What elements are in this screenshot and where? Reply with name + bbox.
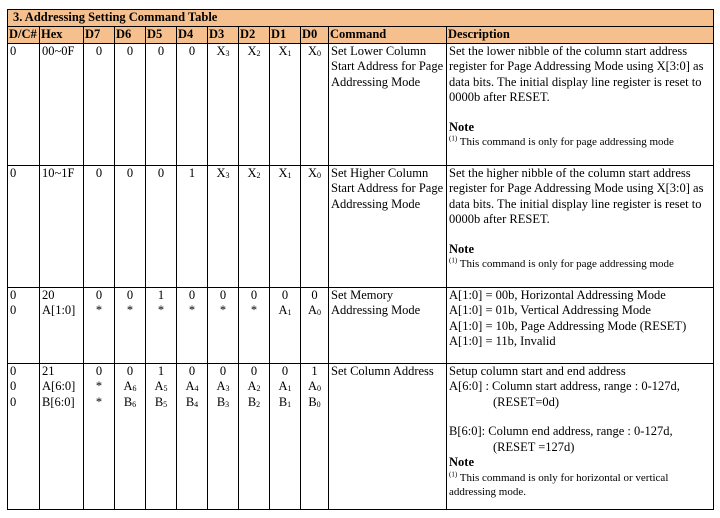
note-title: Note: [449, 455, 474, 469]
description-cell: [447, 43, 714, 165]
bit-cell: $X_3$: [208, 165, 239, 287]
description-cell: [447, 363, 714, 509]
bit-cell: $X_2$: [239, 43, 270, 165]
bit-cell: 0: [84, 43, 115, 165]
header-description: Description: [447, 27, 714, 44]
bit-cell: 1 $A_0$ $B_0$: [301, 363, 329, 509]
bit-cell: 0 $A_2$ $B_2$: [239, 363, 270, 509]
description-text: Set the lower nibble of the column start address register for Page Addressing Mode using X[3:0] as data bits. The initial display line register is reset to 0000b after RESET.: [449, 43, 704, 104]
bit-cell: 1 *: [146, 287, 177, 363]
description-cell: [447, 287, 714, 363]
header-hex: Hex: [40, 27, 84, 44]
table-row: [8, 43, 714, 165]
bit-cell: 0 *: [84, 287, 115, 363]
bit-cell: 0 $A_3$ $B_3$: [208, 363, 239, 509]
bit-cell: 0 *: [208, 287, 239, 363]
bit-cell: 0 $A_1$ $B_1$: [270, 363, 301, 509]
bit-cell: 0: [146, 165, 177, 287]
bit-cell: 0: [84, 165, 115, 287]
bit-cell: $X_0$: [301, 165, 329, 287]
note-title: Note: [449, 241, 474, 256]
description-cell: [447, 165, 714, 287]
description-line: (RESET =127d): [493, 439, 575, 454]
bit-cell: 0 $A_6$ $B_6$: [115, 363, 146, 509]
description-line: A[1:0] = 00b, Horizontal Addressing Mode: [449, 287, 666, 302]
bit-cell: 0 $A_1$: [270, 287, 301, 363]
bit-cell: $X_1$: [270, 165, 301, 287]
bit-cell: 0: [115, 165, 146, 287]
dc-cell: 0 0 0: [8, 363, 40, 509]
bit-cell: $X_3$: [208, 43, 239, 165]
hex-cell: 10~1F: [40, 165, 84, 287]
bit-cell: 1: [177, 165, 208, 287]
description-line: B[6:0]: Column end address, range : 0-127d,: [449, 424, 673, 438]
command-cell: Set Memory Addressing Mode: [329, 287, 447, 363]
header-d7: D7: [84, 27, 115, 44]
note-text: $^{(1)}$ This command is only for page addressing mode: [449, 134, 674, 148]
header-d2: D2: [239, 27, 270, 44]
header-command: Command: [329, 27, 447, 44]
command-cell: Set Lower Column Start Address for Page Addressing Mode: [329, 43, 447, 165]
bit-cell: 0 *: [115, 287, 146, 363]
bit-cell: 0 * *: [84, 363, 115, 509]
note-title: Note: [449, 119, 474, 134]
bit-cell: $X_2$: [239, 165, 270, 287]
dc-cell: 0 0: [8, 287, 40, 363]
bit-cell: 0 $A_0$: [301, 287, 329, 363]
hex-cell: 21 A[6:0] B[6:0]: [40, 363, 84, 509]
table-title: 3. Addressing Setting Command Table: [8, 10, 714, 27]
header-d0: D0: [301, 27, 329, 44]
command-table: [7, 9, 714, 510]
header-d4: D4: [177, 27, 208, 44]
dc-cell: 0: [8, 43, 40, 165]
header-d1: D1: [270, 27, 301, 44]
hex-cell: 20 A[1:0]: [40, 287, 84, 363]
description-line: A[1:0] = 01b, Vertical Addressing Mode: [449, 303, 651, 317]
dc-cell: 0: [8, 165, 40, 287]
description-text: Set the higher nibble of the column start address register for Page Addressing Mode using X[3:0] as data bits. The initial display line register is reset to 0000b after RESET.: [449, 165, 704, 226]
bit-cell: 0 *: [177, 287, 208, 363]
bit-cell: 0 $A_4$ $B_4$: [177, 363, 208, 509]
header-row: [8, 27, 714, 44]
header-d5: D5: [146, 27, 177, 44]
table-row: [8, 165, 714, 287]
command-cell: Set Column Address: [329, 363, 447, 509]
hex-cell: 00~0F: [40, 43, 84, 165]
description-line: A[1:0] = 10b, Page Addressing Mode (RESET): [449, 318, 687, 333]
bit-cell: 0: [115, 43, 146, 165]
bit-cell: 1 $A_5$ $B_5$: [146, 363, 177, 509]
header-d6: D6: [115, 27, 146, 44]
description-line: A[1:0] = 11b, Invalid: [449, 334, 556, 348]
bit-cell: 0: [146, 43, 177, 165]
bit-cell: 0: [177, 43, 208, 165]
command-cell: Set Higher Column Start Address for Page Addressing Mode: [329, 165, 447, 287]
header-dc: D/C#: [8, 27, 40, 44]
table-row: [8, 287, 714, 363]
description-line: (RESET=0d): [493, 394, 560, 409]
bit-cell: $X_1$: [270, 43, 301, 165]
note-text: $^{(1)}$ This command is only for page addressing mode: [449, 256, 674, 270]
header-d3: D3: [208, 27, 239, 44]
description-line: A[6:0] : Column start address, range : 0-127d,: [449, 379, 680, 393]
bit-cell: $X_0$: [301, 43, 329, 165]
bit-cell: 0 *: [239, 287, 270, 363]
description-head: Setup column start and end address: [449, 363, 626, 378]
note-text: $^{(1)}$ This command is only for horizontal or vertical addressing mode.: [449, 469, 669, 498]
table-row: [8, 363, 714, 509]
